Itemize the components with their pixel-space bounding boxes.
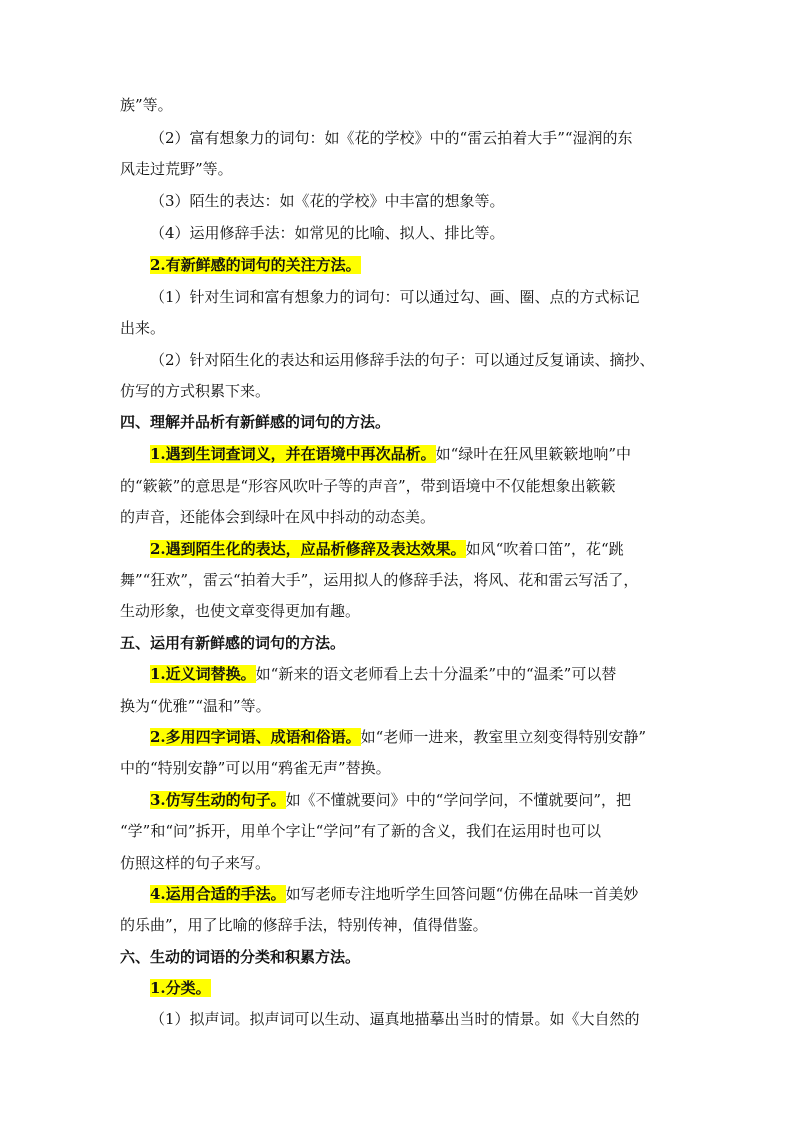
highlighted-subheading: 3.仿写生动的句子。 xyxy=(150,791,286,809)
paragraph-line: 中的“特别安静”可以用“鸦雀无声”替换。 xyxy=(120,759,391,777)
paragraph-line: “学”和“问”拆开，用单个字让“学问”有了新的含义，我们在运用时也可以 xyxy=(120,822,602,840)
paragraph-text: 如“新来的语文老师看上去十分温柔”中的“温柔”可以替 xyxy=(255,665,617,683)
highlighted-subheading: 1.近义词替换。 xyxy=(150,665,256,683)
paragraph-line: 仿写的方式积累下来。 xyxy=(120,382,271,400)
paragraph-line: 出来。 xyxy=(120,319,166,337)
paragraph-line: 的乐曲”，用了比喻的修辞手法，特别传神，值得借鉴。 xyxy=(120,916,488,934)
highlighted-subheading: 4.运用合适的手法。 xyxy=(150,885,286,903)
paragraph-line: 生动形象，也使文章变得更加有趣。 xyxy=(120,602,361,620)
highlighted-subheading: 1.分类。 xyxy=(150,979,211,997)
paragraph-line: 舞”“狂欢”，雷云“拍着大手”，运用拟人的修辞手法，将风、花和雷云写活了， xyxy=(120,571,639,589)
paragraph-text: 如“老师一进来，教室里立刻变得特别安静” xyxy=(360,728,647,746)
highlighted-subheading: 2.有新鲜感的词句的关注方法。 xyxy=(150,256,361,274)
paragraph-text: 如《不懂就要问》中的“学问学问，不懂就要问”，把 xyxy=(285,791,632,809)
subheading-line xyxy=(150,255,680,277)
paragraph-line xyxy=(150,664,680,686)
section-heading: 六、生动的词语的分类和积累方法。 xyxy=(120,948,361,966)
paragraph-line xyxy=(150,539,680,561)
paragraph-line: 换为“优雅”“温和”等。 xyxy=(120,697,271,715)
paragraph-line: （3）陌生的表达：如《花的学校》中丰富的想象等。 xyxy=(150,192,505,210)
paragraph-line: 的声音，还能体会到绿叶在风中抖动的动态美。 xyxy=(120,508,436,526)
section-heading: 五、运用有新鲜感的词句的方法。 xyxy=(120,634,346,652)
paragraph-line xyxy=(150,884,680,906)
highlighted-subheading: 2.多用四字词语、成语和俗语。 xyxy=(150,728,361,746)
paragraph-line: 族”等。 xyxy=(120,96,173,114)
paragraph-line: （1）针对生词和富有想象力的词句：可以通过勾、画、圈、点的方式标记 xyxy=(150,288,640,306)
paragraph-line: （4）运用修辞手法：如常见的比喻、拟人、排比等。 xyxy=(150,224,505,242)
paragraph-line: （2）富有想象力的词句：如《花的学校》中的“雷云拍着大手”“湿润的东 xyxy=(150,129,633,147)
paragraph-text: 如写老师专注地听学生回答问题“仿佛在品味一首美妙 xyxy=(285,885,639,903)
subheading-line xyxy=(150,978,680,1000)
paragraph-line xyxy=(150,444,680,466)
paragraph-line xyxy=(150,790,680,812)
paragraph-line: （2）针对陌生化的表达和运用修辞手法的句子：可以通过反复诵读、摘抄、 xyxy=(150,351,655,369)
highlighted-subheading: 2.遇到陌生化的表达，应品析修辞及表达效果。 xyxy=(150,540,466,558)
paragraph-line: 风走过荒野”等。 xyxy=(120,160,233,178)
paragraph-line: 仿照这样的句子来写。 xyxy=(120,854,271,872)
paragraph-line: （1）拟声词。拟声词可以生动、逼真地描摹出当时的情景。如《大自然的 xyxy=(150,1010,640,1028)
paragraph-line: 的“簌簌”的意思是“形容风吹叶子等的声音”，带到语境中不仅能想象出簌簌 xyxy=(120,477,616,495)
section-heading: 四、理解并品析有新鲜感的词句的方法。 xyxy=(120,413,391,431)
paragraph-line xyxy=(150,727,680,749)
paragraph-text: 如风“吹着口笛”，花“跳 xyxy=(465,540,624,558)
highlighted-subheading: 1.遇到生词查词义，并在语境中再次品析。 xyxy=(150,445,436,463)
paragraph-text: 如“绿叶在狂风里簌簌地响”中 xyxy=(435,445,632,463)
